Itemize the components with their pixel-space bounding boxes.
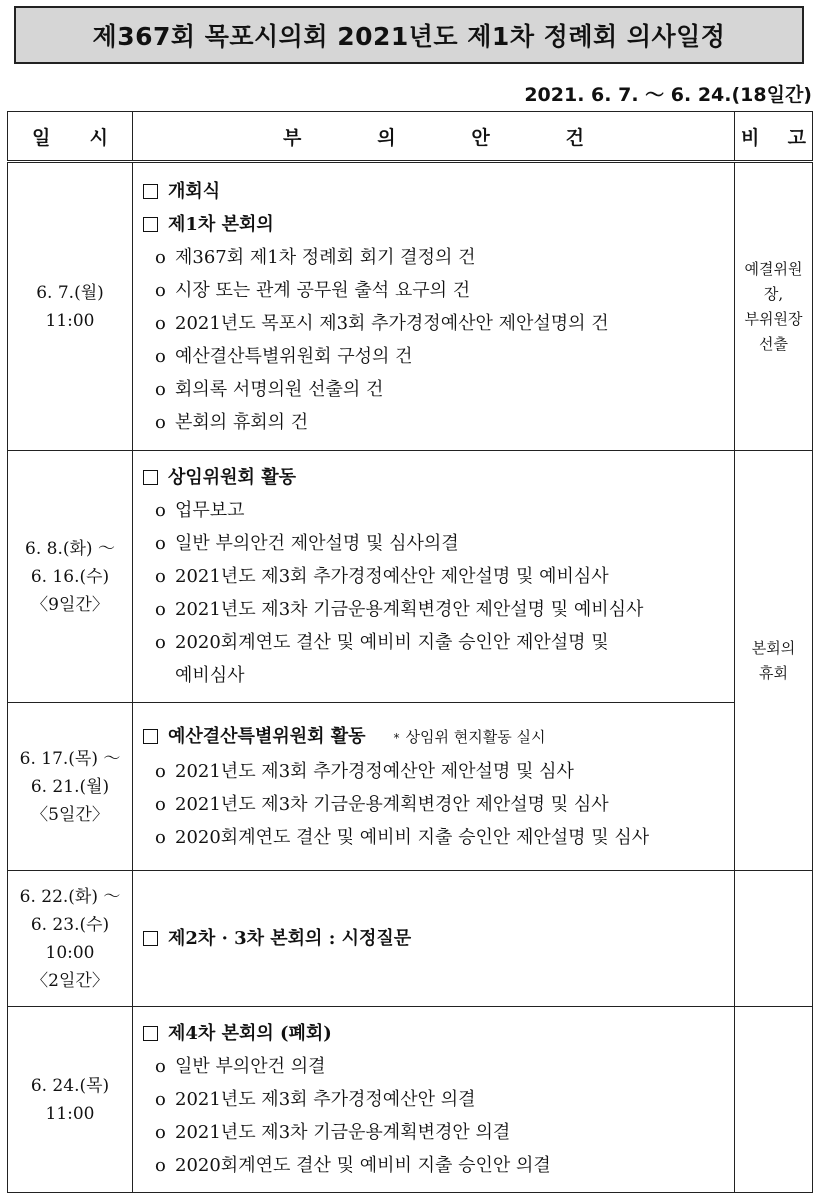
list-item: o 2021년도 제3회 추가경정예산안 제안설명 및 심사 [155, 760, 574, 782]
checkbox-icon [143, 184, 158, 199]
table-header-row [8, 112, 813, 162]
table-row [8, 1007, 813, 1193]
list-item: o 2020회계연도 결산 및 예비비 지출 승인안 제안설명 및 심사 [155, 826, 650, 848]
list-item: o 제367회 제1차 정례회 회기 결정의 건 [155, 246, 476, 268]
row-date: 6. 8.(화) ～ 6. 16.(수) 〈9일간〉 [8, 451, 133, 703]
checkbox-icon [143, 931, 158, 946]
row-note: 예결위원장, 부위원장 선출 [735, 162, 813, 451]
section-title: 제2차 · 3차 본회의 : 시정질문 [143, 922, 726, 955]
row-note [735, 1007, 813, 1193]
row-agenda [133, 451, 735, 703]
schedule-table [7, 111, 813, 1193]
row-agenda [133, 1007, 735, 1193]
header-agenda: 부 의 안 건 [133, 112, 735, 162]
document-title: 제367회 목포시의회 2021년도 제1차 정례회 의사일정 [92, 22, 726, 51]
list-item: o 2021년도 목포시 제3회 추가경정예산안 제안설명의 건 [155, 312, 609, 334]
table-row [8, 703, 813, 871]
list-item: o 일반 부의안건 제안설명 및 심사의결 [155, 533, 459, 554]
list-item: o 2021년도 제3차 기금운용계획변경안 제안설명 및 예비심사 [155, 599, 644, 620]
list-item: o 본회의 휴회의 건 [155, 411, 309, 433]
list-item: o 2021년도 제3회 추가경정예산안 제안설명 및 예비심사 [155, 566, 609, 587]
list-item: o 예산결산특별위원회 구성의 건 [155, 345, 413, 367]
table-row [8, 451, 813, 703]
list-item: o 일반 부의안건 의결 [155, 1056, 326, 1077]
section-title: 상임위원회 활동 [143, 461, 726, 494]
asterisk-icon: * [393, 730, 400, 745]
row-agenda [133, 162, 735, 451]
section-title: 제4차 본회의 (폐회) [143, 1017, 726, 1050]
row-agenda [133, 871, 735, 1007]
recess-note: 본회의 휴회 [735, 451, 813, 871]
list-item: o 회의록 서명의원 선출의 건 [155, 378, 384, 400]
list-item: o 2021년도 제3차 기금운용계획변경안 제안설명 및 심사 [155, 793, 609, 815]
document-title-box [14, 6, 804, 64]
row-date: 6. 22.(화) ～ 6. 23.(수) 10:00 〈2일간〉 [8, 871, 133, 1007]
list-item-continuation: 예비심사 [175, 665, 245, 686]
checkbox-icon [143, 470, 158, 485]
section-title: 개회식 [143, 175, 726, 208]
row-agenda [133, 703, 735, 871]
checkbox-icon [143, 217, 158, 232]
section-title: 제1차 본회의 [143, 208, 726, 241]
section-note: * 상임위 현지활동 실시 [393, 727, 546, 746]
list-item: o 2021년도 제3회 추가경정예산안 의결 [155, 1089, 476, 1110]
list-item: o 2021년도 제3차 기금운용계획변경안 의결 [155, 1122, 511, 1143]
row-date: 6. 24.(목) 11:00 [8, 1007, 133, 1193]
table-row [8, 871, 813, 1007]
list-item: o 2020회계연도 결산 및 예비비 지출 승인안 제안설명 및 [155, 632, 609, 653]
list-item: o 업무보고 [155, 500, 245, 521]
table-row [8, 162, 813, 451]
header-date: 일 시 [8, 112, 133, 162]
checkbox-icon [143, 729, 158, 744]
header-note: 비 고 [735, 112, 813, 162]
row-date: 6. 7.(월) 11:00 [8, 162, 133, 451]
row-note [735, 871, 813, 1007]
session-period: 2021. 6. 7. ～ 6. 24.(18일간) [524, 84, 812, 106]
row-date: 6. 17.(목) ～ 6. 21.(월) 〈5일간〉 [8, 703, 133, 871]
list-item: o 시장 또는 관계 공무원 출석 요구의 건 [155, 279, 471, 301]
section-title: 예산결산특별위원회 활동 * 상임위 현지활동 실시 [143, 720, 726, 755]
checkbox-icon [143, 1026, 158, 1041]
list-item: o 2020회계연도 결산 및 예비비 지출 승인안 의결 [155, 1155, 551, 1176]
